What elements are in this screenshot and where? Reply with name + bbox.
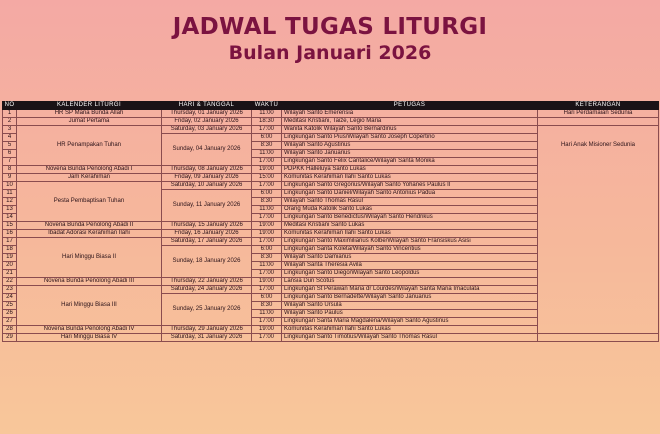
cell-petugas: Orang Muda Katolik Santo Lukas xyxy=(282,206,538,214)
cell-waktu: 11:00 xyxy=(252,262,282,270)
col-header-no: NO xyxy=(3,102,17,110)
cell-no: 20 xyxy=(3,262,17,270)
cell-petugas: Lingkungan Santo Bernadette/Wilayah Santo Januarius xyxy=(282,294,538,302)
cell-waktu: 11:00 xyxy=(252,310,282,318)
cell-waktu: 17:00 xyxy=(252,158,282,166)
cell-keterangan xyxy=(538,118,659,126)
table-row xyxy=(3,110,659,118)
cell-kalender: Hari Minggu Biasa IV xyxy=(17,334,162,342)
cell-no: 16 xyxy=(3,230,17,238)
cell-kalender: Ibadat Adorasi Kerahiman Ilahi xyxy=(17,230,162,238)
cell-petugas: Komunitas Kerahiman Ilahi Santo Lukas xyxy=(282,230,538,238)
cell-tanggal: Thursday, 08 January 2026 xyxy=(162,166,252,174)
cell-waktu: 11:00 xyxy=(252,150,282,158)
cell-tanggal: Sunday, 25 January 2026 xyxy=(162,294,252,326)
table-row xyxy=(3,334,659,342)
cell-waktu: 18:30 xyxy=(252,118,282,126)
cell-no: 1 xyxy=(3,110,17,118)
col-header-waktu: WAKTU xyxy=(252,102,282,110)
cell-no: 19 xyxy=(3,254,17,262)
cell-petugas: Lingkungan Santo Daniel/Wilayah Santo Antonius Padua xyxy=(282,190,538,198)
cell-kalender: Hari Minggu Biasa II xyxy=(17,238,162,278)
cell-kalender: Novena Bunda Penolong Abadi III xyxy=(17,278,162,286)
cell-waktu: 19:00 xyxy=(252,166,282,174)
cell-waktu: 8:30 xyxy=(252,198,282,206)
cell-petugas: Wilayah Santo Ursula xyxy=(282,302,538,310)
cell-waktu: 19:00 xyxy=(252,222,282,230)
col-header-petugas: PETUGAS xyxy=(282,102,538,110)
cell-petugas: PDPKK Halleluya Santo Lukas xyxy=(282,166,538,174)
cell-petugas: Lingkungan Santo Felix Cantalice/Wilayah Santa Monika xyxy=(282,158,538,166)
cell-waktu: 19:00 xyxy=(252,230,282,238)
cell-kalender: Hari Minggu Biasa III xyxy=(17,286,162,326)
cell-no: 27 xyxy=(3,318,17,326)
cell-no: 5 xyxy=(3,142,17,150)
cell-petugas: Wanita Katolik Wilayah Santo Bernardinus xyxy=(282,126,538,134)
cell-waktu: 11:00 xyxy=(252,110,282,118)
cell-keterangan xyxy=(538,126,659,334)
cell-kalender: Jumat Pertama xyxy=(17,118,162,126)
cell-no: 4 xyxy=(3,134,17,142)
cell-tanggal: Sunday, 18 January 2026 xyxy=(162,246,252,278)
cell-waktu: 6:00 xyxy=(252,134,282,142)
cell-tanggal: Sunday, 04 January 2026 xyxy=(162,134,252,166)
cell-tanggal: Friday, 09 January 2026 xyxy=(162,174,252,182)
col-header-kalender: KALENDER LITURGI xyxy=(17,102,162,110)
cell-petugas: Lingkungan St Perawan Maria dr Lourdes/Wilayah Santa Maria Imaculata xyxy=(282,286,538,294)
cell-kalender: Novena Bunda Penolong Abadi IV xyxy=(17,326,162,334)
cell-no: 13 xyxy=(3,206,17,214)
cell-no: 22 xyxy=(3,278,17,286)
cell-no: 17 xyxy=(3,238,17,246)
cell-no: 26 xyxy=(3,310,17,318)
cell-no: 9 xyxy=(3,174,17,182)
cell-waktu: 17:00 xyxy=(252,182,282,190)
cell-petugas: Lingkungan Santo Diego/Wilayah Santo Leopoldus xyxy=(282,270,538,278)
cell-tanggal: Thursday, 01 January 2026 xyxy=(162,110,252,118)
cell-keterangan xyxy=(538,334,659,342)
cell-petugas: Komunitas Kerahiman Ilahi Santo Lukas xyxy=(282,326,538,334)
cell-waktu: 11:00 xyxy=(252,206,282,214)
schedule-table xyxy=(2,101,659,342)
cell-no: 8 xyxy=(3,166,17,174)
cell-no: 28 xyxy=(3,326,17,334)
table-row xyxy=(3,118,659,126)
cell-petugas: Meditasi Kristiani Santo Lukas xyxy=(282,222,538,230)
cell-petugas: Lingkungan Santa Koleta/Wilayah Santo Vincentius xyxy=(282,246,538,254)
cell-petugas: Lingkungan Santo Timotius/Wilayah Santo Thomas Rasul xyxy=(282,334,538,342)
cell-waktu: 17:00 xyxy=(252,270,282,278)
cell-tanggal: Friday, 02 January 2026 xyxy=(162,118,252,126)
cell-no: 12 xyxy=(3,198,17,206)
cell-no: 23 xyxy=(3,286,17,294)
cell-no: 15 xyxy=(3,222,17,230)
cell-no: 18 xyxy=(3,246,17,254)
cell-tanggal: Saturday, 31 January 2026 xyxy=(162,334,252,342)
table-row xyxy=(3,126,659,134)
page-title: JADWAL TUGAS LITURGI xyxy=(172,14,488,40)
cell-waktu: 6:00 xyxy=(252,294,282,302)
cell-waktu: 8:30 xyxy=(252,302,282,310)
cell-tanggal: Saturday, 03 January 2026 xyxy=(162,126,252,134)
cell-petugas: Lingkungan Santo Gregorius/Wilayah Santo Yohanes Paulus II xyxy=(282,182,538,190)
page-subtitle: Bulan Januari 2026 xyxy=(228,42,432,64)
col-header-tanggal: HARI & TANGGAL xyxy=(162,102,252,110)
cell-waktu: 17:00 xyxy=(252,334,282,342)
cell-waktu: 6:00 xyxy=(252,190,282,198)
cell-no: 29 xyxy=(3,334,17,342)
cell-petugas: Wilayah Santa Theresia Avila xyxy=(282,262,538,270)
cell-no: 14 xyxy=(3,214,17,222)
cell-kalender: Novena Bunda Penolong Abadi I xyxy=(17,166,162,174)
cell-petugas: Meditasi Kristiani, Taize, Legio Maria xyxy=(282,118,538,126)
cell-petugas: Lingkungan Santa Maria Magdalena/Wilayah Santo Agustinus xyxy=(282,318,538,326)
cell-petugas: Lansia Dun Scotus xyxy=(282,278,538,286)
cell-waktu: 17:00 xyxy=(252,318,282,326)
cell-petugas: Wilayah Santo Paulus xyxy=(282,310,538,318)
col-header-keterangan: KETERANGAN xyxy=(538,102,659,110)
cell-tanggal: Saturday, 24 January 2026 xyxy=(162,286,252,294)
cell-tanggal: Saturday, 10 January 2026 xyxy=(162,182,252,190)
cell-tanggal: Saturday, 17 January 2026 xyxy=(162,238,252,246)
cell-kalender: Pesta Pembaptisan Tuhan xyxy=(17,182,162,222)
cell-waktu: 8:30 xyxy=(252,142,282,150)
cell-petugas: Wilayah Santo Damianus xyxy=(282,254,538,262)
cell-petugas: Komunitas Kerahiman Ilahi Santo Lukas xyxy=(282,174,538,182)
cell-tanggal: Thursday, 15 January 2026 xyxy=(162,222,252,230)
cell-petugas: Wilayah Santo Januarius xyxy=(282,150,538,158)
cell-no: 11 xyxy=(3,190,17,198)
table-header-row xyxy=(3,102,659,110)
cell-kalender: HR SP Maria Bunda Allah xyxy=(17,110,162,118)
cell-petugas: Lingkungan Santo Maximilianus Kolbe/Wilayah Santo Fransiskus Asisi xyxy=(282,238,538,246)
table-body xyxy=(3,110,659,342)
cell-kalender: Jam Kerahiman xyxy=(17,174,162,182)
cell-waktu: 6:00 xyxy=(252,246,282,254)
cell-waktu: 17:00 xyxy=(252,214,282,222)
cell-waktu: 17:00 xyxy=(252,286,282,294)
cell-no: 3 xyxy=(3,126,17,134)
cell-no: 25 xyxy=(3,302,17,310)
cell-no: 21 xyxy=(3,270,17,278)
cell-waktu: 15:00 xyxy=(252,174,282,182)
cell-no: 6 xyxy=(3,150,17,158)
cell-waktu: 19:00 xyxy=(252,278,282,286)
cell-petugas: Wilayah Santo Thomas Rasul xyxy=(282,198,538,206)
cell-petugas: Wilayah Santo Agustinus xyxy=(282,142,538,150)
cell-keterangan: Hari Perdamaian Sedunia xyxy=(538,110,659,118)
cell-no: 10 xyxy=(3,182,17,190)
cell-waktu: 8:30 xyxy=(252,254,282,262)
cell-petugas: Wilayah Santo Emerensia xyxy=(282,110,538,118)
cell-petugas: Lingkungan Santo Benedictus/Wilayah Santo Hendrikus xyxy=(282,214,538,222)
cell-kalender: HR Penampakan Tuhan xyxy=(17,126,162,166)
cell-petugas: Lingkungan Santo Pius/Wilayah Santo Joseph Copertino xyxy=(282,134,538,142)
keterangan-note: Hari Anak Misioner Sedunia xyxy=(560,142,636,148)
cell-waktu: 17:00 xyxy=(252,126,282,134)
cell-no: 2 xyxy=(3,118,17,126)
cell-kalender: Novena Bunda Penolong Abadi II xyxy=(17,222,162,230)
cell-no: 7 xyxy=(3,158,17,166)
cell-tanggal: Thursday, 29 January 2026 xyxy=(162,326,252,334)
cell-no: 24 xyxy=(3,294,17,302)
cell-tanggal: Thursday, 22 January 2026 xyxy=(162,278,252,286)
cell-waktu: 19:00 xyxy=(252,326,282,334)
cell-waktu: 17:00 xyxy=(252,238,282,246)
cell-tanggal: Sunday, 11 January 2026 xyxy=(162,190,252,222)
cell-tanggal: Friday, 16 January 2026 xyxy=(162,230,252,238)
